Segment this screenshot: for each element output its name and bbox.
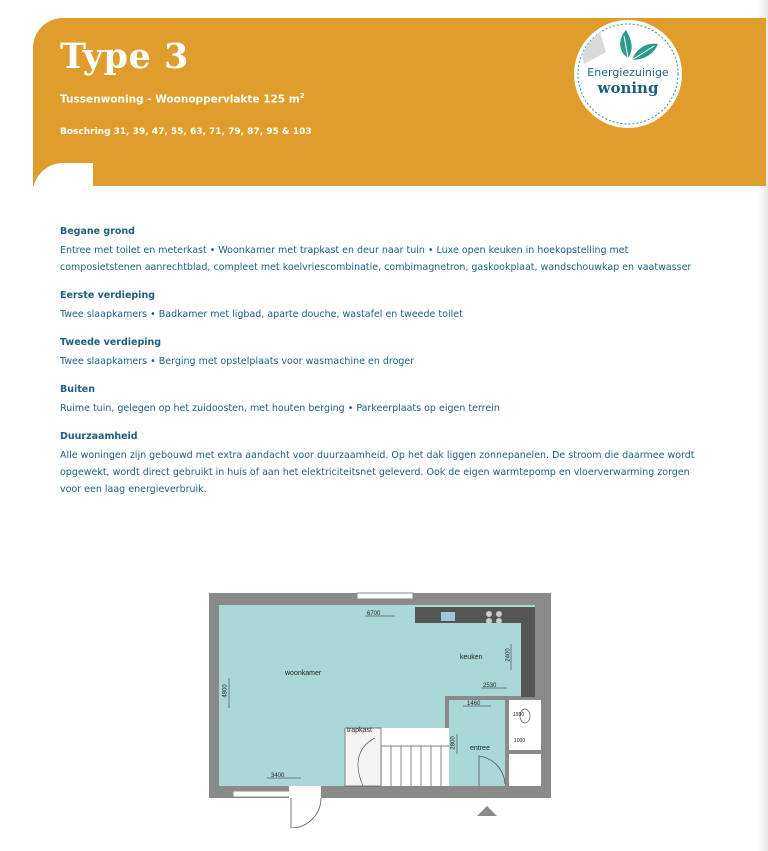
energy-badge <box>566 12 690 130</box>
room-label-woonkamer: woonkamer <box>285 670 322 677</box>
address-list: Boschring 31, 39, 47, 55, 63, 71, 79, 87, 95 & 103 <box>60 127 312 137</box>
entree-area <box>449 700 505 786</box>
section-text: Ruime tuin, gelegen op het zuidoosten, met houten berging • Parkeerplaats op eigen terrein <box>60 403 500 414</box>
section-heading: Duurzaamheid <box>60 431 138 442</box>
subtitle <box>60 92 305 106</box>
meterkast-area <box>509 754 541 786</box>
section-buiten <box>60 384 700 417</box>
section-tweede-verdieping <box>60 337 700 370</box>
badge-line2: woning <box>597 79 659 97</box>
section-begane-grond <box>60 226 700 276</box>
section-heading: Buiten <box>60 384 96 395</box>
room-label-trapkast: trapkast <box>347 727 372 734</box>
floor-plan <box>205 588 557 828</box>
dim-entree-height: 2800 <box>450 736 457 750</box>
room-label-entree: entree <box>470 745 490 752</box>
garden-door-opening <box>289 786 321 798</box>
section-text: Twee slaapkamers • Berging met opstelplaats voor wasmachine en droger <box>60 356 415 367</box>
dim-toilet-b: 1000 <box>514 738 526 744</box>
dim-kitchen-width: 2530 <box>483 683 497 689</box>
section-text: Twee slaapkamers • Badkamer met ligbad, aparte douche, wastafel en tweede toilet <box>60 309 463 320</box>
dim-living-height: 4800 <box>222 684 229 698</box>
sink-icon <box>441 612 455 621</box>
dim-bottom-width: 3400 <box>271 773 285 779</box>
floor-plan-drawing <box>205 588 557 828</box>
entrance-arrow-icon <box>477 806 497 816</box>
dim-entree-width: 1460 <box>467 701 481 707</box>
subtitle-superscript: 2 <box>299 92 305 100</box>
dim-top-width: 6700 <box>367 611 381 617</box>
section-heading: Tweede verdieping <box>60 337 162 348</box>
subtitle-text: Tussenwoning - Woonoppervlakte 125 m <box>60 93 300 106</box>
kitchen-counter-side <box>521 607 535 697</box>
window-top <box>357 593 413 599</box>
section-text: Entree met toilet en meterkast • Woonkamer met trapkast en deur naar tuin • Luxe open keuken in hoekopstelling met composietstenen aanrechtblad, compleet met koelvriescombinatie, combimagnetron, gaskookplaat, wandschouwkap en vaatwasser <box>60 245 692 273</box>
kitchen-counter-top <box>415 607 521 623</box>
section-eerste-verdieping <box>60 290 700 323</box>
section-heading: Begane grond <box>60 226 135 237</box>
garden-door-swing <box>291 798 321 828</box>
section-duurzaamheid <box>60 431 700 498</box>
page-title: Type 3 <box>60 36 189 77</box>
dim-kitchen-height: 2400 <box>505 648 512 662</box>
dim-toilet-a: 1550 <box>513 712 525 718</box>
badge-line1: Energiezuinige <box>587 66 669 79</box>
feature-sections <box>60 226 700 512</box>
trapkast-box <box>345 728 381 786</box>
section-text: Alle woningen zijn gebouwd met extra aandacht voor duurzaamheid. Op het dak liggen zonnepanelen. De stroom die daarmee wordt opgewekt, wordt direct gebruikt in huis of aan het elektriciteitsnet geleverd. Ook de eigen warmtepomp en vloerverwarming zorgen voor een laag energieverbruik. <box>60 450 695 495</box>
room-label-keuken: keuken <box>460 654 483 661</box>
section-heading: Eerste verdieping <box>60 290 156 301</box>
